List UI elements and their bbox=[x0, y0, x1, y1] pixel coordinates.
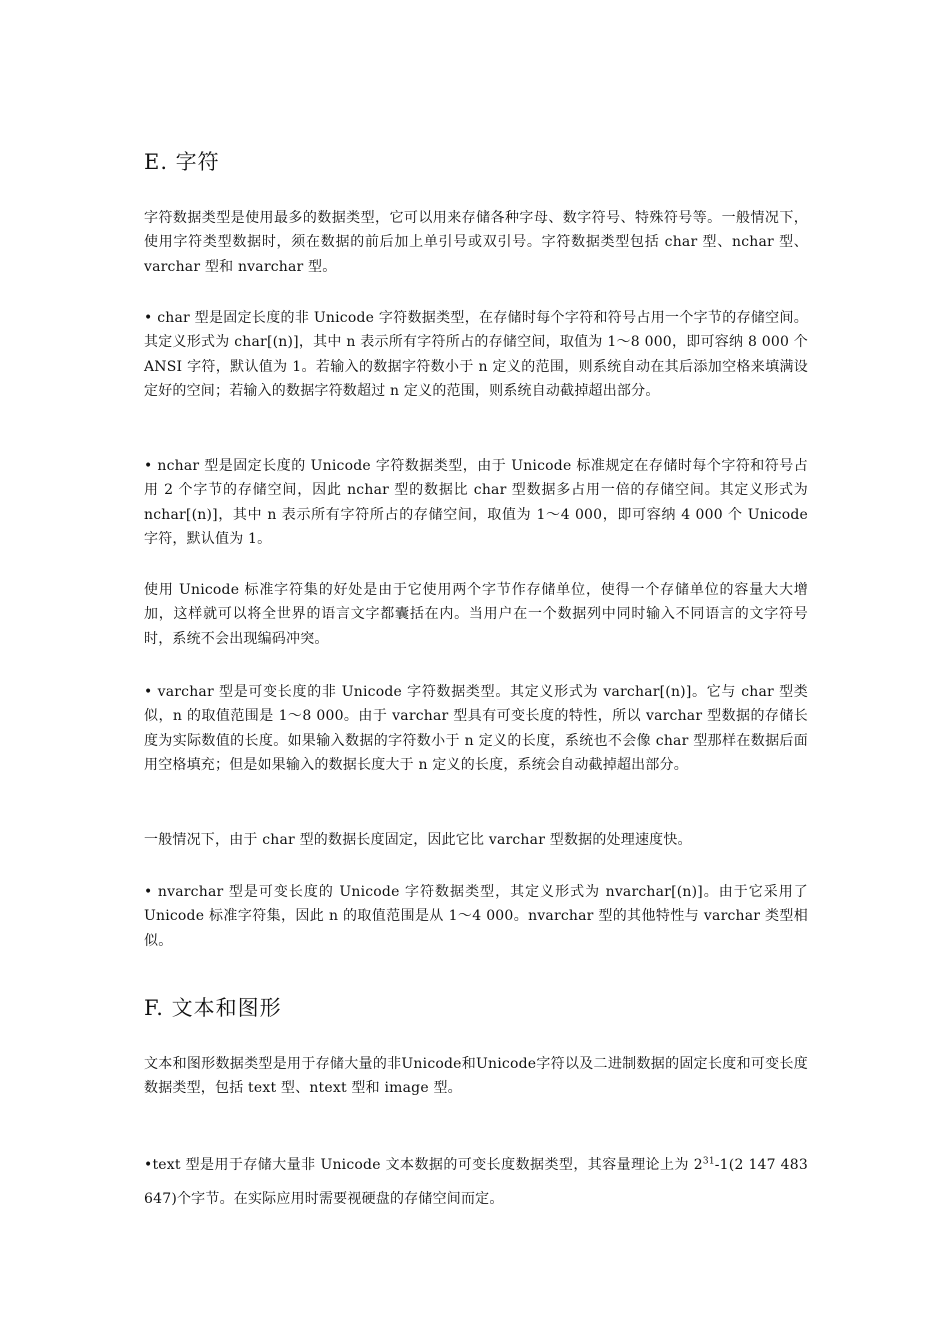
text-type-paragraph bbox=[144, 1148, 808, 1216]
speed-note-paragraph: 一般情况下，由于 char 型的数据长度固定，因此它比 varchar 型数据的处理速度快。 bbox=[144, 832, 692, 848]
section-e-intro: 字符数据类型是使用最多的数据类型，它可以用来存储各种字母、数字符号、特殊符号等。一般情况下，使用字符类型数据时，须在数据的前后加上单引号或双引号。字符数据类型包括 char 型、nchar 型、varchar 型和 nvarchar 型。 bbox=[144, 210, 808, 275]
unicode-note-paragraph: 使用 Unicode 标准字符集的好处是由于它使用两个字节作存储单位，使得一个存储单位的容量大大增加，这样就可以将全世界的语言文字都囊括在内。当用户在一个数据列中同时输入不同语言的文字符号时，系统不会出现编码冲突。 bbox=[144, 582, 808, 647]
nvarchar-type-paragraph: • nvarchar 型是可变长度的 Unicode 字符数据类型，其定义形式为 nvarchar[(n)]。由于它采用了 Unicode 标准字符集，因此 n 的取值范围是从 1～4 000。nvarchar 型的其他特性与 varchar 类型相似。 bbox=[144, 884, 808, 949]
char-type-paragraph: • char 型是固定长度的非 Unicode 字符数据类型，在存储时每个字符和符号占用一个字节的存储空间。其定义形式为 char[(n)]，其中 n 表示所有字符所占的存储空间，取值为 1～8 000，即可容纳 8 000 个 ANSI 字符，默认值为 1。若输入的数据字符数小于 n 定义的范围，则系统自动在其后添加空格来填满设定好的空间；若输入的数据字符数超过 n 定义的范围，则系统自动截掉超出部分。 bbox=[144, 310, 808, 399]
section-f-heading: F. 文本和图形 bbox=[144, 996, 282, 1020]
varchar-type-paragraph: • varchar 型是可变长度的非 Unicode 字符数据类型。其定义形式为 varchar[(n)]。它与 char 型类似，n 的取值范围是 1～8 000。由于 varchar 型具有可变长度的特性，所以 varchar 型数据的存储长度为实际数值的长度。如果输入数据的字符数小于 n 定义的长度，系统也不会像 char 型那样在数据后面用空格填充；但是如果输入的数据长度大于 n 定义的长度，系统会自动截掉超出部分。 bbox=[144, 684, 808, 773]
text-type-before: •text 型是用于存储大量非 Unicode 文本数据的可变长度数据类型，其容量理论上为 2 bbox=[144, 1157, 703, 1173]
nchar-type-paragraph: • nchar 型是固定长度的 Unicode 字符数据类型，由于 Unicode 标准规定在存储时每个字符和符号占用 2 个字节的存储空间，因此 nchar 型的数据比 char 型数据多占用一倍的存储空间。其定义形式为 nchar[(n)]，其中 n 表示所有字符所占的存储空间，取值为 1～4 000，即可容纳 4 000 个 Unicode 字符，默认值为 1。 bbox=[144, 458, 808, 547]
exponent: 31 bbox=[702, 1156, 715, 1167]
section-e-heading: E. 字符 bbox=[144, 150, 220, 174]
section-f-intro: 文本和图形数据类型是用于存储大量的非Unicode和Unicode字符以及二进制数据的固定长度和可变长度数据类型，包括 text 型、ntext 型和 image 型。 bbox=[144, 1056, 808, 1097]
text-type-after: -1(2 147 483 647)个字节。在实际应用时需要视硬盘的存储空间而定。 bbox=[144, 1157, 808, 1207]
